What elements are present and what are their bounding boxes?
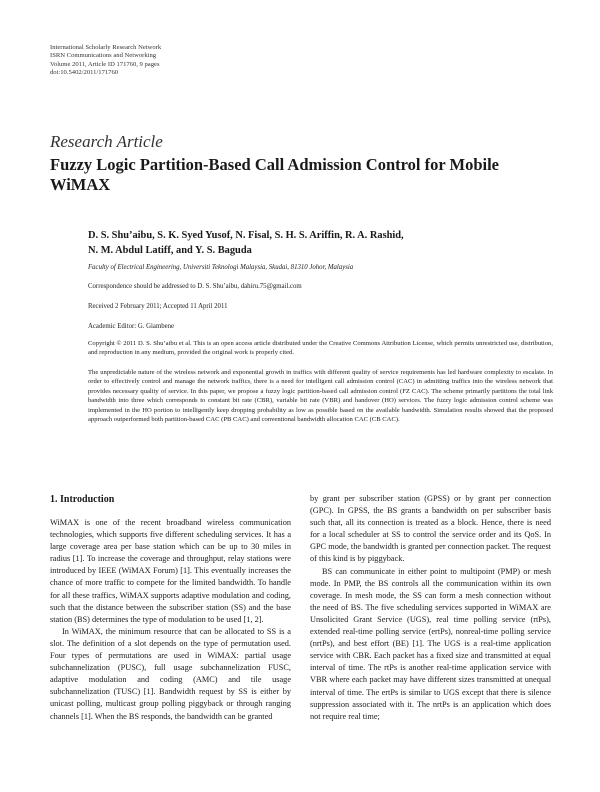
left-column xyxy=(50,517,291,723)
paragraph: by grant per subscriber station (GPSS) or by grant per connection (GPC). In GPSS, the BS grants a bandwidth on per subscriber basis such that, all its connection is treated as a block. Hence, there is need for a local scheduler at SS to control the service order and its QoS. In GPC mode, the bandwidth is granted per connection packet. The request of this kind is by piggyback. xyxy=(310,494,551,564)
academic-editor: Academic Editor: G. Giambene xyxy=(88,323,175,330)
paper-title: Fuzzy Logic Partition-Based Call Admission Control for Mobile WiMAX xyxy=(50,155,500,194)
authors-line-1: D. S. Shu’aibu, S. K. Syed Yusof, N. Fisal, S. H. S. Ariffin, R. A. Rashid, xyxy=(88,230,404,241)
received-dates: Received 2 February 2011; Accepted 11 April 2011 xyxy=(88,303,228,310)
journal-doi: doi:10.5402/2011/171760 xyxy=(50,69,119,77)
journal-header xyxy=(50,44,161,78)
paragraph: WiMAX is one of the recent broadband wireless communication technologies, which supports five different scheduling services. It has a large coverage area per base station which can be up to 30 miles in radius [1]. To increase the coverage and throughput, relay stations were introduced by IEEE (WiMAX Forum) [1]. This eventually increases the chance of more traffic to compete for the limited bandwidth. To handle for all these traffics, WiMAX supports adaptive modulation and coding, such that the distance between the subscriber station (SS) and the base station (BS) determines the type of modulation to be used [1, 2]. xyxy=(50,518,291,624)
author-list xyxy=(88,228,518,258)
journal-name: International Scholarly Research Network xyxy=(50,44,162,51)
copyright-notice: Copyright © 2011 D. S. Shu’aibu et al. This is an open access article distributed under the Creative Commons Attribution License, which permits unrestricted use, distribution, and reproduction in any medium, provided the original work is properly cited. xyxy=(88,340,553,357)
paragraph: BS can communicate in either point to multipoint (PMP) or mesh mode. In PMP, the BS controls all the communication within its own coverage. In mesh mode, the SS can form a mesh connection without the need of BS. The five scheduling services supported in WiMAX are Unsolicited Grant Service (UGS), real time polling service (rtPs), extended real-time polling service (ertPs), nonreal-time polling service (nrtPs), and best effort (BE) [1]. The UGS is a real-time application service with CBR. Each packet has a fixed size and transmitted at equal interval of time. The rtPs is another real-time application service with VBR where each packet may have different sizes transmitted at unequal interval of time. The ertPs is similar to UGS except that there is silence suppression associated with it. The nrtPs is an application which does not require real time; xyxy=(310,566,551,721)
journal-volume: Volume 2011, Article ID 171760, 9 pages xyxy=(50,60,160,68)
section-heading: 1. Introduction xyxy=(50,494,115,505)
affiliation: Faculty of Electrical Engineering, Universiti Teknologi Malaysia, Skudai, 81310 Johor, Malaysia xyxy=(88,264,354,271)
paragraph: In WiMAX, the minimum resource that can be allocated to SS is a slot. The definition of a slot depends on the type of permutation used. Four types of permutations are used in WiMAX: partial usage subchannelization (PUSC), full usage subchannelization FUSC, adaptive modulation and coding (AMC) and tile usage subchannelization (TUSC) [1]. Bandwidth request by SS is either by unicast polling, multicast group polling piggyback or through ranging channels [1]. When the BS responds, the bandwidth can be granted xyxy=(50,626,291,721)
correspondence: Correspondence should be addressed to D. S. Shu’aibu, dahiru.75@gmail.com xyxy=(88,283,302,290)
abstract: The unpredictable nature of the wireless network and exponential growth in traffics with different quality of service requirements has led hardware complexity to escalate. In order to effectively control and manage the network traffics, there is a need for intelligent call admission control (CAC) in admitting traffics into the wireless network that provides necessary quality of service. In this paper, we propose a fuzzy logic partition-based call admission control (FZ CAC). The scheme primarily partitions the total link bandwidth into three which corresponds to constant bit rate (CBR), variable bit rate (VBR) and handover (HO) services. The fuzzy logic admission control scheme was implemented in the HO portion to intelligently keep dropping probability as low as possible based on the available bandwidth. Simulation results showed that the proposed approach outperformed both partition-based CAC (PB CAC) and conventional bandwidth allocation CAC (CB CAC). xyxy=(88,369,553,424)
journal-subtitle: ISRN Communications and Networking xyxy=(50,52,157,60)
right-column xyxy=(310,493,551,723)
authors-line-2: N. M. Abdul Latiff, and Y. S. Baguda xyxy=(88,245,252,256)
article-type: Research Article xyxy=(50,132,163,151)
